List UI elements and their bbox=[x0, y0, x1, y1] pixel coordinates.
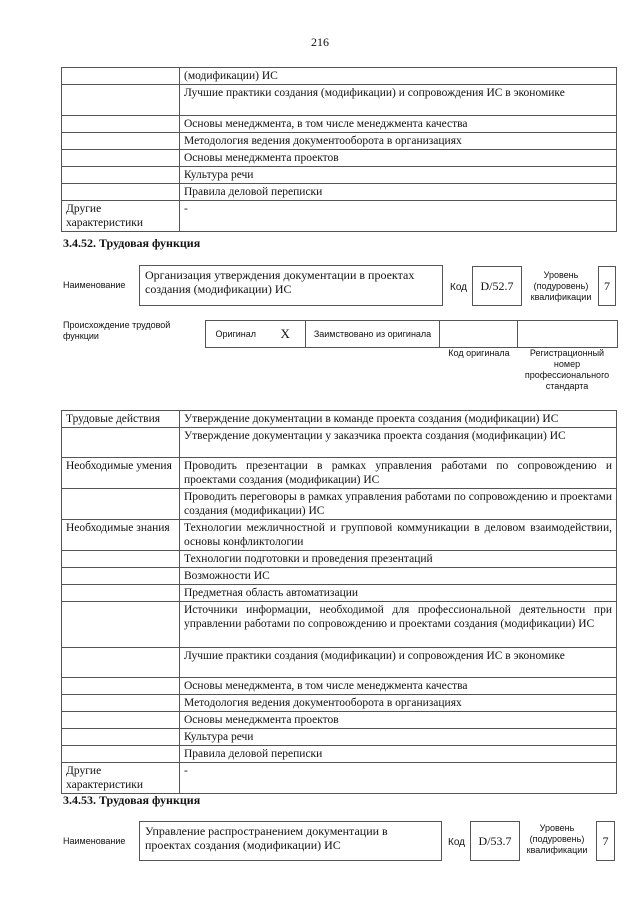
knowledge-item: Методология ведения документооборота в организациях bbox=[180, 133, 617, 150]
level-label: Уровень (подуровень) квалификации bbox=[530, 270, 592, 302]
reg-number-caption: Регистрационный номер профессионального стандарта bbox=[524, 348, 610, 391]
origin-label: Происхождение трудовой функции bbox=[63, 320, 171, 341]
other-characteristics-label: Другие характеристики bbox=[62, 763, 180, 794]
other-characteristics-label: Другие характеристики bbox=[62, 201, 180, 232]
knowledge-item: Правила деловой переписки bbox=[180, 184, 617, 201]
skill-item: Проводить презентации в рамках управления работами по сопровождению и проектами создания (модификации) ИС bbox=[180, 458, 617, 489]
level-box: 7 bbox=[596, 821, 615, 861]
code-original-cell bbox=[440, 321, 518, 348]
reg-number-cell bbox=[518, 321, 618, 348]
knowledge-item: Основы менеджмента, в том числе менеджмента качества bbox=[180, 678, 617, 695]
section-heading: 3.4.52. Трудовая функция bbox=[63, 236, 201, 250]
skill-item: Проводить переговоры в рамках управления работами по сопровождению и проектами создания (модификации) ИС bbox=[180, 489, 617, 520]
function-name-box: Управление распространением документации в проектах создания (модификации) ИС bbox=[139, 821, 442, 861]
knowledge-item: Лучшие практики создания (модификации) и сопровождения ИС в экономике bbox=[180, 648, 617, 678]
page-number: 216 bbox=[311, 35, 329, 49]
code-label: Код bbox=[448, 837, 466, 848]
knowledge-item: Основы менеджмента проектов bbox=[180, 150, 617, 167]
knowledge-item: Предметная область автоматизации bbox=[180, 585, 617, 602]
knowledge-item: Технологии подготовки и проведения презентаций bbox=[180, 551, 617, 568]
function-name-box: Организация утверждения документации в проектах создания (модификации) ИС bbox=[139, 265, 443, 306]
knowledge-item: Основы менеджмента, в том числе менеджмента качества bbox=[180, 116, 617, 133]
knowledge-item: Методология ведения документооборота в организациях bbox=[180, 695, 617, 712]
function-table bbox=[61, 410, 617, 794]
code-label: Код bbox=[450, 282, 468, 293]
borrowed-label: Заимствовано из оригинала bbox=[306, 321, 440, 348]
original-mark: X bbox=[266, 321, 306, 348]
other-characteristics-value: - bbox=[180, 201, 617, 232]
skills-label: Необходимые умения bbox=[62, 458, 180, 489]
knowledge-item: Технологии межличностной и групповой коммуникации в деловом взаимодействии, основы конфликтологии bbox=[180, 520, 617, 551]
knowledge-item: Основы менеджмента проектов bbox=[180, 712, 617, 729]
knowledge-item: Правила деловой переписки bbox=[180, 746, 617, 763]
knowledge-label: Необходимые знания bbox=[62, 520, 180, 551]
section-heading: 3.4.53. Трудовая функция bbox=[63, 793, 201, 807]
code-box: D/53.7 bbox=[470, 821, 520, 861]
action-item: Утверждение документации в команде проекта создания (модификации) ИС bbox=[180, 411, 617, 428]
left-cell bbox=[62, 68, 180, 85]
code-box: D/52.7 bbox=[472, 266, 522, 306]
name-label: Наименование bbox=[63, 836, 126, 846]
knowledge-item: Культура речи bbox=[180, 167, 617, 184]
knowledge-item: (модификации) ИС bbox=[180, 68, 617, 85]
level-label: Уровень (подуровень) квалификации bbox=[526, 823, 588, 855]
origin-table bbox=[205, 320, 618, 348]
code-original-caption: Код оригинала bbox=[448, 348, 510, 358]
actions-label: Трудовые действия bbox=[62, 411, 180, 428]
continuation-table bbox=[61, 67, 617, 232]
action-item: Утверждение документации у заказчика проекта создания (модификации) ИС bbox=[180, 428, 617, 458]
knowledge-item: Источники информации, необходимой для профессиональной деятельности при управлении работами по сопровождению и проектами создания (модификации) ИС bbox=[180, 602, 617, 648]
knowledge-item: Возможности ИС bbox=[180, 568, 617, 585]
other-characteristics-value: - bbox=[180, 763, 617, 794]
knowledge-item: Лучшие практики создания (модификации) и сопровождения ИС в экономике bbox=[180, 85, 617, 116]
original-label: Оригинал bbox=[206, 321, 266, 348]
knowledge-item: Культура речи bbox=[180, 729, 617, 746]
name-label: Наименование bbox=[63, 280, 126, 290]
level-box: 7 bbox=[598, 266, 616, 306]
